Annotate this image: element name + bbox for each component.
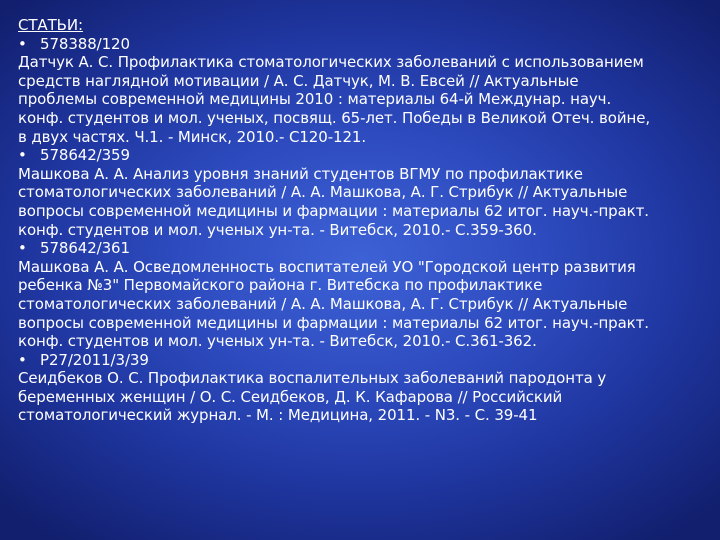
entry-text-line: вопросы современной медицины и фармации : материалы 62 итог. науч.-практ.: [18, 201, 649, 220]
entry-code: 578642/359: [40, 146, 130, 165]
article-entry: [18, 35, 708, 147]
entry-text-line: стоматологических заболеваний / А. А. Машкова, А. Г. Стрибук // Актуальные: [18, 183, 628, 202]
entry-code-line: [18, 146, 708, 165]
entry-text-line: Датчук А. С. Профилактика стоматологических заболеваний с использованием: [18, 53, 644, 72]
bullet-icon: •: [18, 34, 27, 53]
entry-text-line: конф. студентов и мол. ученых ун-та. - Витебск, 2010.- С.361-362.: [18, 332, 537, 351]
entry-code-line: [18, 239, 708, 258]
bullet-icon: •: [18, 146, 27, 165]
bullet-icon: •: [18, 350, 27, 369]
entry-text-line: конф. студентов и мол. ученых ун-та. - Витебск, 2010.- С.359-360.: [18, 220, 537, 239]
entry-text-line: проблемы современной медицины 2010 : материалы 64-й Междунар. науч.: [18, 90, 612, 109]
entry-text-line: Машкова А. А. Анализ уровня знаний студентов ВГМУ по профилактике: [18, 164, 583, 183]
entry-code-line: [18, 351, 708, 370]
entry-text-line: средств наглядной мотивации / А. С. Датчук, М. В. Евсей // Актуальные: [18, 71, 579, 90]
entry-text-line: ребенка №3" Первомайского района г. Витебска по профилактике: [18, 276, 543, 295]
page-title: СТАТЬИ:: [18, 16, 83, 34]
entry-code: Р27/2011/3/39: [40, 350, 149, 369]
slide-content: [18, 16, 708, 425]
entry-text-line: вопросы современной медицины и фармации : материалы 62 итог. науч.-практ.: [18, 313, 649, 332]
entry-text-line: стоматологический журнал. - М. : Медицина, 2011. - N3. - С. 39-41: [18, 406, 538, 425]
bullet-icon: •: [18, 239, 27, 258]
article-entry: [18, 146, 708, 239]
entry-text-line: конф. студентов и мол. ученых, посвящ. 65-лет. Победы в Великой Отеч. войне,: [18, 108, 650, 127]
article-entry: [18, 239, 708, 351]
heading-line: [18, 16, 708, 35]
entry-text-line: беременных женщин / О. С. Сеидбеков, Д. К. Кафарова // Российский: [18, 387, 563, 406]
entry-text-line: в двух частях. Ч.1. - Минск, 2010.- С120-121.: [18, 127, 367, 146]
entry-text-line: Машкова А. А. Осведомленность воспитателей УО "Городской центр развития: [18, 257, 636, 276]
entry-code: 578642/361: [40, 239, 130, 258]
entry-text-line: стоматологических заболеваний / А. А. Машкова, А. Г. Стрибук // Актуальные: [18, 294, 628, 313]
entry-text-line: Сеидбеков О. С. Профилактика воспалительных заболеваний пародонта у: [18, 369, 607, 388]
entry-code: 578388/120: [40, 34, 130, 53]
article-entry: [18, 351, 708, 425]
entry-code-line: [18, 35, 708, 54]
